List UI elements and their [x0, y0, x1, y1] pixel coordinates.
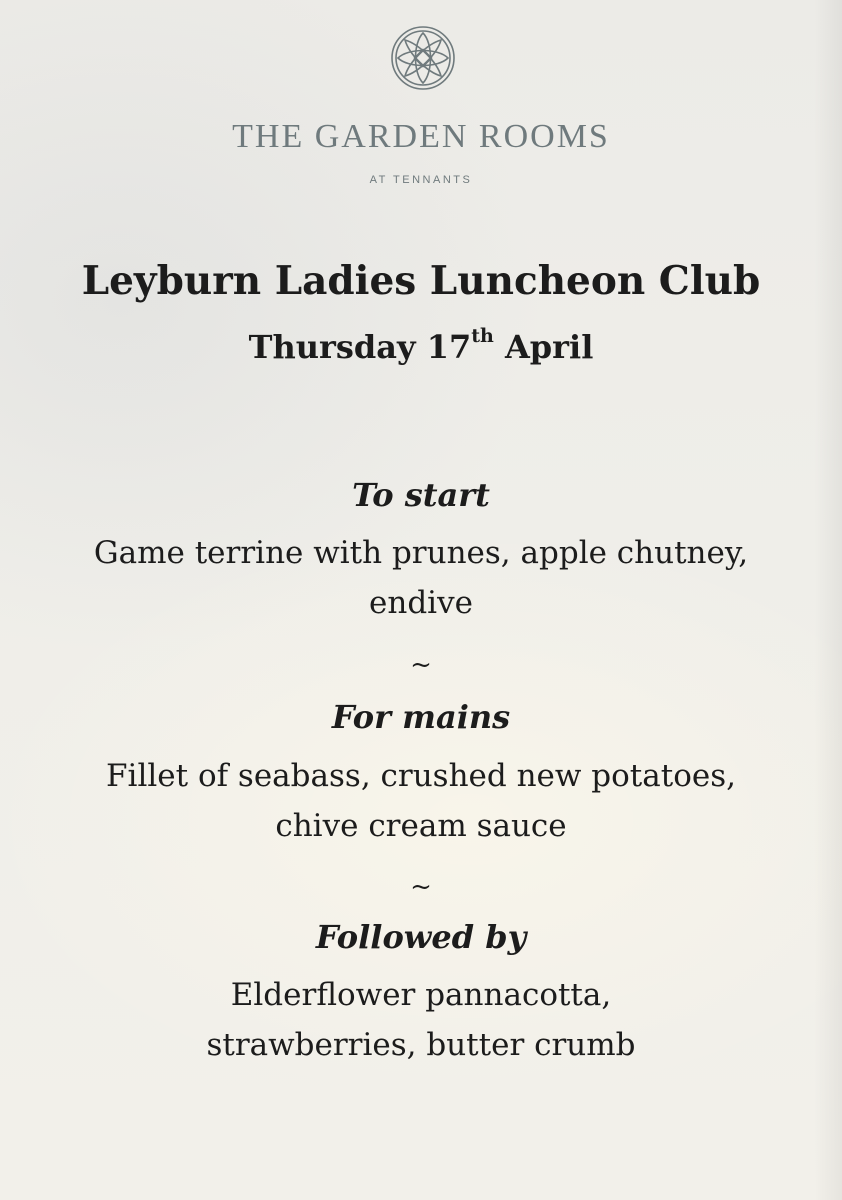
mains-dish — [0, 751, 842, 851]
starter-line-2: endive — [369, 585, 473, 621]
mains-line-2: chive cream sauce — [275, 808, 567, 844]
brand-subtitle: AT TENNANTS — [369, 174, 473, 186]
date-month: April — [493, 328, 594, 366]
event-title: Leyburn Ladies Luncheon Club — [81, 258, 761, 304]
date-day: Thursday 17 — [248, 328, 472, 366]
dessert-dish — [0, 970, 842, 1070]
date-ordinal: th — [471, 325, 494, 348]
separator-tilde: ~ — [410, 872, 432, 902]
separator-tilde: ~ — [410, 650, 432, 680]
ornamental-rosette-icon — [389, 24, 457, 92]
dessert-heading: Followed by — [315, 918, 527, 956]
event-date — [0, 325, 842, 366]
starter-line-1: Game terrine with prunes, apple chutney, — [93, 535, 749, 571]
brand-name: THE GARDEN ROOMS — [232, 118, 610, 155]
starter-dish — [0, 528, 842, 628]
starter-heading: To start — [352, 476, 490, 514]
dessert-line-1: Elderflower pannacotta, — [230, 977, 612, 1013]
mains-heading: For mains — [331, 698, 511, 736]
mains-line-1: Fillet of seabass, crushed new potatoes, — [106, 758, 736, 794]
dessert-line-2: strawberries, butter crumb — [206, 1027, 636, 1063]
